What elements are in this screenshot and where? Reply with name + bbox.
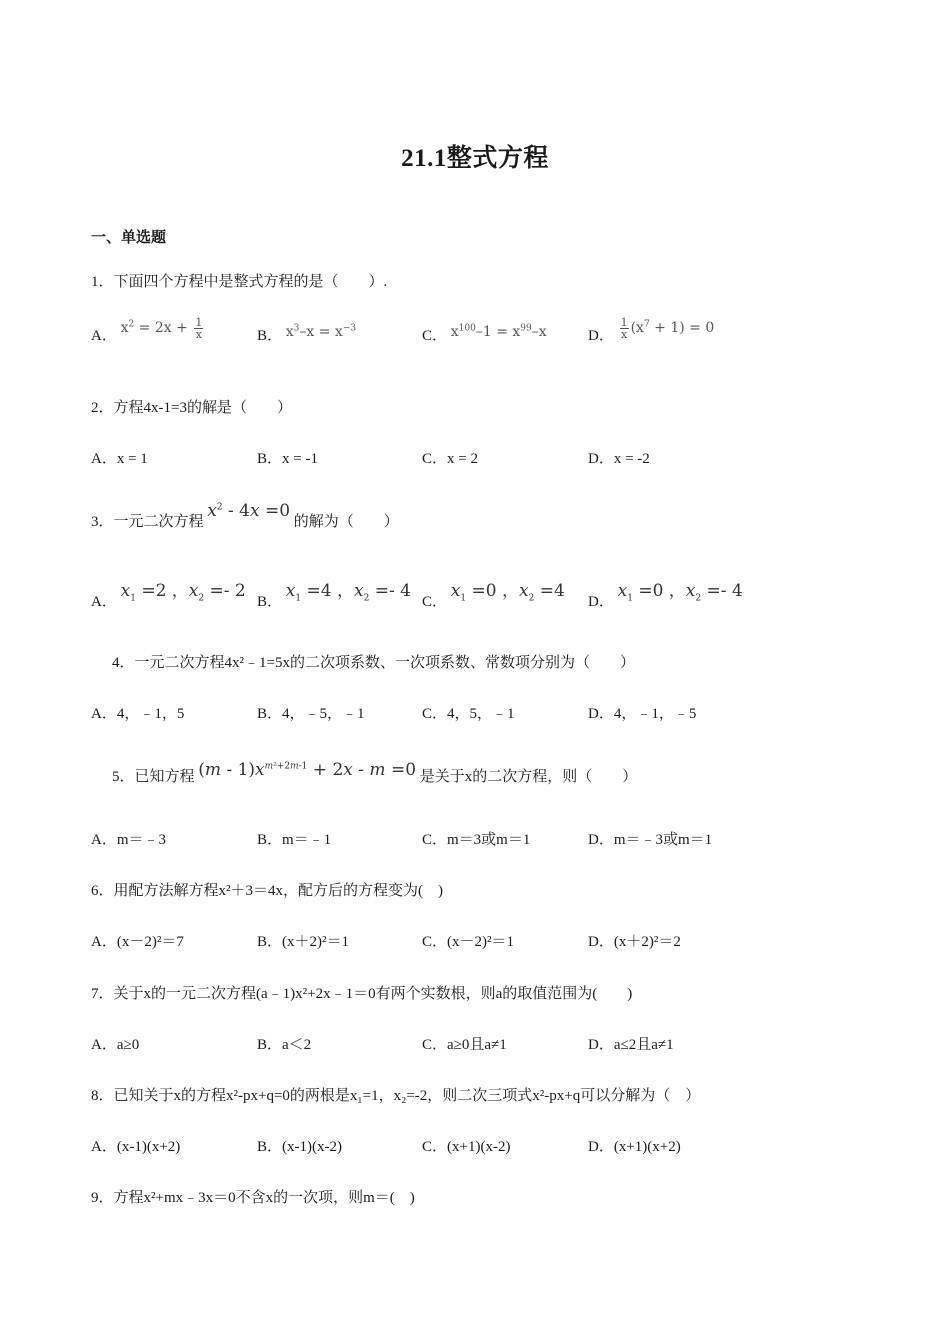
question-1: 1．下面四个方程中是整式方程的是（ ）. bbox=[91, 274, 388, 290]
q7-option-c[interactable]: C．a≥0且a≠1 bbox=[422, 1037, 507, 1053]
q7-option-a[interactable]: A．a≥0 bbox=[91, 1037, 140, 1053]
q3-option-c[interactable]: C． $x_1 =0$ ，$x_2 =4$ bbox=[422, 581, 565, 610]
q1-option-d[interactable]: D． $\frac{1}{x}$ $(x^7 + 1) = 0$ bbox=[588, 315, 715, 344]
question-7: 7．关于x的一元二次方程(a﹣1)x²+2x﹣1＝0有两个实数根，则a的取值范围为( ) bbox=[91, 986, 633, 1002]
q8-option-a[interactable]: A．(x-1)(x+2) bbox=[91, 1139, 181, 1155]
q2-option-c[interactable]: C．x = 2 bbox=[422, 451, 478, 467]
q1-option-b[interactable]: B． $x^3-x = x^{-3}$ bbox=[257, 323, 357, 344]
q6-option-c[interactable]: C．(x－2)²＝1 bbox=[422, 934, 514, 950]
question-4: 4．一元二次方程4x²﹣1=5x的二次项系数、一次项系数、常数项分别为（ ） bbox=[112, 655, 635, 671]
formula: $(m - 1)x^{m^2+2m-1} + 2x - m =0$ bbox=[198, 760, 417, 780]
question-3: 3．一元二次方程 $x^2 - 4x =0$ 的解为（ ） bbox=[91, 501, 399, 530]
q2-option-b[interactable]: B．x = -1 bbox=[257, 451, 318, 467]
question-5: 5．已知方程 $(m - 1)x^{m^2+2m-1} + 2x - m =0$ 是关于x的二次方程，则（ ） bbox=[112, 760, 638, 785]
q8-option-d[interactable]: D．(x+1)(x+2) bbox=[588, 1139, 681, 1155]
q5-option-d[interactable]: D．m＝﹣3或m＝1 bbox=[588, 832, 713, 848]
question-6: 6．用配方法解方程x²＋3＝4x，配方后的方程变为( ) bbox=[91, 883, 444, 899]
q5-option-c[interactable]: C．m＝3或m＝1 bbox=[422, 832, 531, 848]
q5-option-a[interactable]: A．m＝﹣3 bbox=[91, 832, 167, 848]
q1-option-c[interactable]: C． $x^{100}-1 = x^{99}-x$ bbox=[422, 323, 547, 344]
q4-option-d[interactable]: D．4，﹣1，﹣5 bbox=[588, 706, 697, 722]
formula: $\frac{1}{x}$ $(x^7 + 1) = 0$ bbox=[620, 315, 715, 341]
formula: $x^2 = 2x$ + $\frac{1}{x}$ bbox=[120, 315, 203, 341]
q2-option-d[interactable]: D．x = -2 bbox=[588, 451, 650, 467]
page-title: 21.1整式方程 bbox=[401, 145, 549, 172]
q6-option-a[interactable]: A．(x－2)²＝7 bbox=[91, 934, 184, 950]
question-2: 2．方程4x-1=3的解是（ ） bbox=[91, 400, 292, 416]
formula: $x_1 =0$ ，$x_2 =4$ bbox=[450, 581, 565, 604]
q4-option-c[interactable]: C．4，5，﹣1 bbox=[422, 706, 515, 722]
formula: $x_1 =4$ ，$x_2 =- 4$ bbox=[285, 581, 411, 604]
formula: $x^{100}-1 = x^{99}-x$ bbox=[450, 323, 547, 340]
q2-option-a[interactable]: A．x = 1 bbox=[91, 451, 148, 467]
q5-option-b[interactable]: B．m＝﹣1 bbox=[257, 832, 332, 848]
question-8: 8．已知关于x的方程x²-px+q=0的两根是x₁=1，x₂=-2，则二次三项式x²-px+q可以分解为（ ） bbox=[91, 1088, 701, 1104]
q4-option-a[interactable]: A．4，﹣1，5 bbox=[91, 706, 185, 722]
formula: $x_1 =2$ ，$x_2 =- 2$ bbox=[120, 581, 246, 604]
formula: $x_1 =0$ ，$x_2 =- 4$ bbox=[617, 581, 743, 604]
formula: $x^3-x = x^{-3}$ bbox=[285, 323, 357, 340]
q7-option-d[interactable]: D．a≤2且a≠1 bbox=[588, 1037, 674, 1053]
q6-option-d[interactable]: D．(x＋2)²＝2 bbox=[588, 934, 681, 950]
question-9: 9．方程x²+mx﹣3x＝0不含x的一次项，则m＝( ) bbox=[91, 1190, 415, 1206]
formula: $x^2 - 4x =0$ bbox=[207, 501, 291, 521]
q3-option-b[interactable]: B． $x_1 =4$ ，$x_2 =- 4$ bbox=[257, 581, 411, 610]
q7-option-b[interactable]: B．a＜2 bbox=[257, 1037, 312, 1053]
q3-option-d[interactable]: D． $x_1 =0$ ，$x_2 =- 4$ bbox=[588, 581, 743, 610]
q1-option-a[interactable]: A． $x^2 = 2x$ + $\frac{1}{x}$ bbox=[91, 324, 205, 348]
q3-option-a[interactable]: A． $x_1 =2$ ，$x_2 =- 2$ bbox=[91, 581, 246, 610]
q4-option-b[interactable]: B．4，﹣5，﹣1 bbox=[257, 706, 365, 722]
q6-option-b[interactable]: B．(x＋2)²＝1 bbox=[257, 934, 349, 950]
q8-option-b[interactable]: B．(x-1)(x-2) bbox=[257, 1139, 342, 1155]
q8-option-c[interactable]: C．(x+1)(x-2) bbox=[422, 1139, 511, 1155]
section-heading: 一、单选题 bbox=[91, 230, 167, 246]
